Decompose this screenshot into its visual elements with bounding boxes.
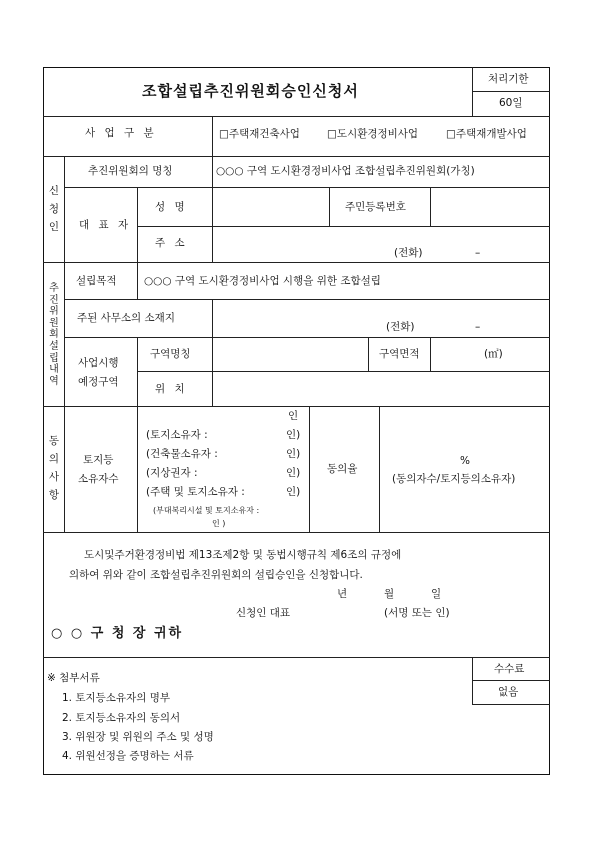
divider	[430, 187, 431, 226]
owner-total-suffix: 인	[288, 410, 299, 422]
divider	[472, 91, 550, 92]
consent-rate-label: 동의율	[327, 463, 358, 475]
owner-row-suffix: 인)	[286, 429, 301, 441]
divider	[212, 156, 213, 262]
deadline-value: 60일	[499, 97, 523, 109]
office-phone-label: (전화)	[386, 321, 415, 333]
addressee: ○ ○ 구 청 장 귀하	[51, 626, 184, 641]
area-section-label-2: 예정구역	[78, 376, 119, 388]
owner-row-suffix: 인)	[286, 448, 301, 460]
committee-name-value[interactable]: ○○○ 구역 도시환경정비사업 조합설립추진위원회(가칭)	[216, 165, 475, 177]
business-type-option-3[interactable]: □주택재개발사업	[446, 128, 527, 140]
divider	[64, 156, 65, 262]
statement-line-1: 도시및주거환경정비법 제13조제2항 및 동법시행규칙 제6조의 규정에	[84, 549, 402, 561]
attachment-item: 4. 위원선정을 증명하는 서류	[62, 750, 194, 762]
business-type-option-2[interactable]: □도시환경정비사업	[327, 128, 419, 140]
fee-value: 없음	[498, 686, 519, 698]
divider	[43, 116, 550, 117]
phone-label: (전화)	[394, 247, 423, 259]
business-type-option-1[interactable]: □주택재건축사업	[219, 128, 300, 140]
date-month-label: 월	[384, 588, 395, 600]
purpose-value[interactable]: ○○○ 구역 도시환경정비사업 시행을 위한 조합설립	[144, 275, 381, 287]
divider	[212, 116, 213, 156]
details-section-label: 추진위원회설립내역	[49, 283, 59, 387]
divider	[137, 226, 550, 227]
divider	[430, 337, 431, 371]
applicant-section-label: 신청인	[48, 185, 60, 233]
owner-note-line-1: (부대복리시설 및 토지소유자 :	[153, 506, 260, 515]
attachments-header: ※ 첨부서류	[47, 672, 100, 684]
deadline-label: 처리기한	[488, 73, 529, 85]
attachment-item: 1. 토지등소유자의 명부	[62, 692, 170, 704]
area-section-label-1: 사업시행	[78, 357, 119, 369]
committee-name-label: 추진위원회의 명칭	[88, 165, 173, 177]
form-title: 조합설립추진위원회승인신청서	[142, 82, 359, 100]
signature-note: (서명 또는 인)	[384, 607, 450, 619]
divider	[64, 406, 65, 532]
owner-row-label: (지상권자 :	[146, 467, 198, 479]
divider	[137, 187, 138, 262]
divider	[64, 262, 65, 406]
attachment-item: 3. 위원장 및 위원의 주소 및 성명	[62, 731, 214, 743]
divider	[212, 299, 213, 406]
fee-label: 수수료	[494, 663, 525, 675]
area-name-label: 구역명칭	[150, 348, 191, 360]
owner-row-suffix: 인)	[286, 486, 301, 498]
divider	[137, 262, 138, 299]
divider	[64, 299, 550, 300]
divider	[43, 406, 550, 407]
area-unit: (㎡)	[484, 348, 503, 360]
divider	[43, 262, 550, 263]
owner-row-label: (건축물소유자 :	[146, 448, 218, 460]
statement-line-2: 의하여 위와 같이 조합설립추진위원회의 설립승인을 신청합니다.	[69, 569, 363, 581]
divider	[43, 156, 550, 157]
divider	[368, 337, 369, 371]
date-year-label: 년	[337, 588, 348, 600]
owners-label-1: 토지등	[83, 454, 114, 466]
business-type-label: 사 업 구 분	[85, 127, 157, 139]
resident-number-label: 주민등록번호	[345, 201, 406, 213]
signer-label: 신청인 대표	[236, 607, 291, 619]
owner-row-label: (토지소유자 :	[146, 429, 208, 441]
divider	[43, 532, 550, 533]
divider	[329, 187, 330, 226]
divider	[472, 704, 550, 705]
purpose-label: 설립목적	[76, 275, 117, 287]
owner-row-suffix: 인)	[286, 467, 301, 479]
divider	[472, 680, 550, 681]
date-day-label: 일	[431, 588, 442, 600]
owner-row-label: (주택 및 토지소유자 :	[146, 486, 245, 498]
divider	[379, 406, 380, 532]
phone-dash: –	[475, 247, 481, 259]
address-label: 주 소	[155, 237, 188, 249]
owners-label-2: 소유자수	[78, 473, 119, 485]
consent-section-label: 동의사항	[48, 435, 60, 501]
name-label: 성 명	[155, 201, 188, 213]
office-label: 주된 사무소의 소재지	[77, 312, 175, 324]
divider	[43, 657, 550, 658]
divider	[309, 406, 310, 532]
percent-sign: %	[460, 455, 470, 467]
divider	[137, 406, 138, 532]
office-phone-dash: –	[475, 321, 481, 333]
location-label: 위 치	[155, 383, 188, 395]
area-size-label: 구역면적	[379, 348, 420, 360]
consent-formula: (동의자수/토지등의소유자)	[392, 473, 516, 485]
divider	[137, 371, 550, 372]
representative-label: 대 표 자	[79, 219, 132, 231]
attachment-item: 2. 토지등소유자의 동의서	[62, 712, 181, 724]
owner-note-line-2: 인 )	[212, 519, 226, 528]
